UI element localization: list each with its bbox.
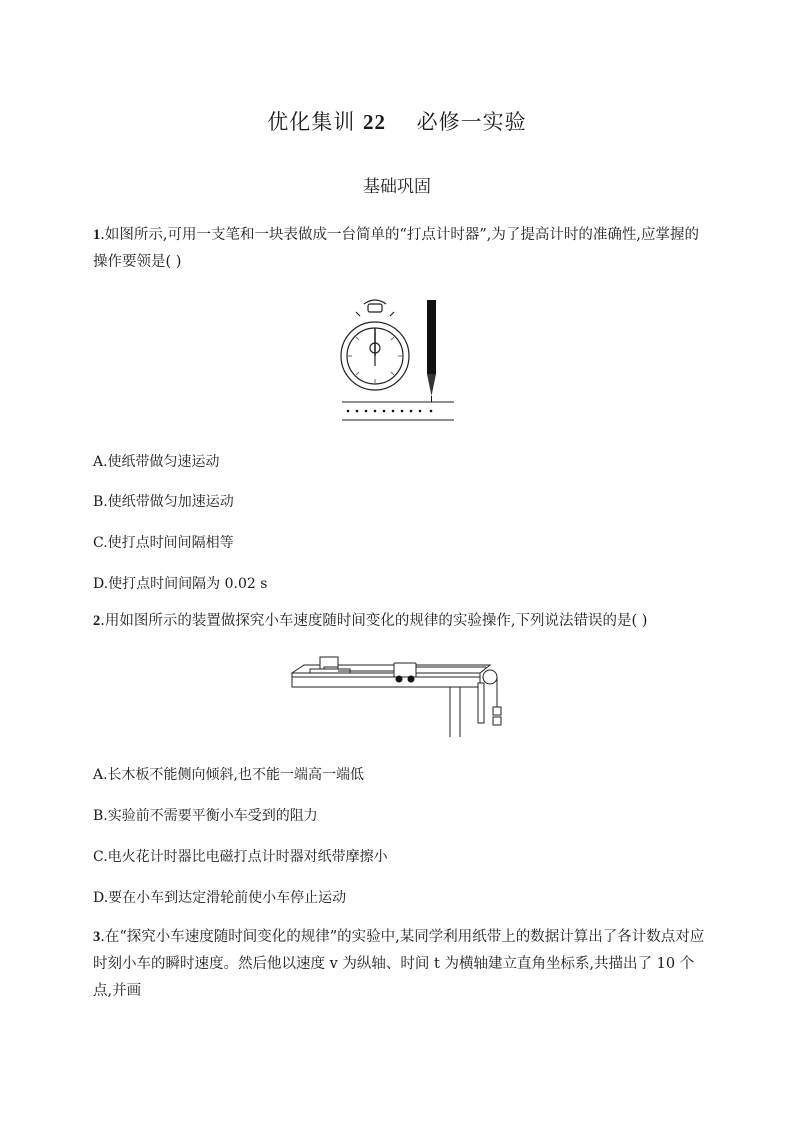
question-2: 2.用如图所示的装置做探究小车速度随时间变化的规律的实验操作,下列说法错误的是( ) bbox=[93, 613, 648, 629]
cart-track-figure bbox=[290, 655, 510, 739]
q2-option-d: D.要在小车到达定滑轮前使小车停止运动 bbox=[93, 890, 347, 906]
q2-option-b: B.实验前不需要平衡小车受到的阻力 bbox=[93, 808, 318, 824]
q2-option-c: C.电火花计时器比电磁打点计时器对纸带摩擦小 bbox=[93, 849, 388, 865]
question-3: 3.在“探究小车速度随时间变化的规律”的实验中,某同学利用纸带上的数据计算出了各计数点对应时刻小车的瞬时速度。然后他以速度 v 为纵轴、时间 t 为横轴建立直角坐标系,共描出了 10 个点,并画 bbox=[93, 929, 705, 999]
stopwatch-pen-figure bbox=[340, 298, 460, 424]
question-1: 1.如图所示,可用一支笔和一块表做成一台简单的“打点计时器”,为了提高计时的准确性,应掌握的操作要领是( ) bbox=[93, 227, 700, 270]
q1-option-a: A.使纸带做匀速运动 bbox=[93, 454, 220, 470]
q1-option-d: D.使打点时间间隔为 0.02 s bbox=[93, 576, 268, 592]
page-title: 优化集训 22 必修一实验 bbox=[267, 110, 527, 134]
q1-option-b: B.使纸带做匀加速运动 bbox=[93, 494, 234, 510]
section-heading: 基础巩固 bbox=[363, 177, 431, 197]
q1-option-c: C.使打点时间间隔相等 bbox=[93, 535, 234, 551]
q2-option-a: A.长木板不能侧向倾斜,也不能一端高一端低 bbox=[93, 767, 365, 783]
